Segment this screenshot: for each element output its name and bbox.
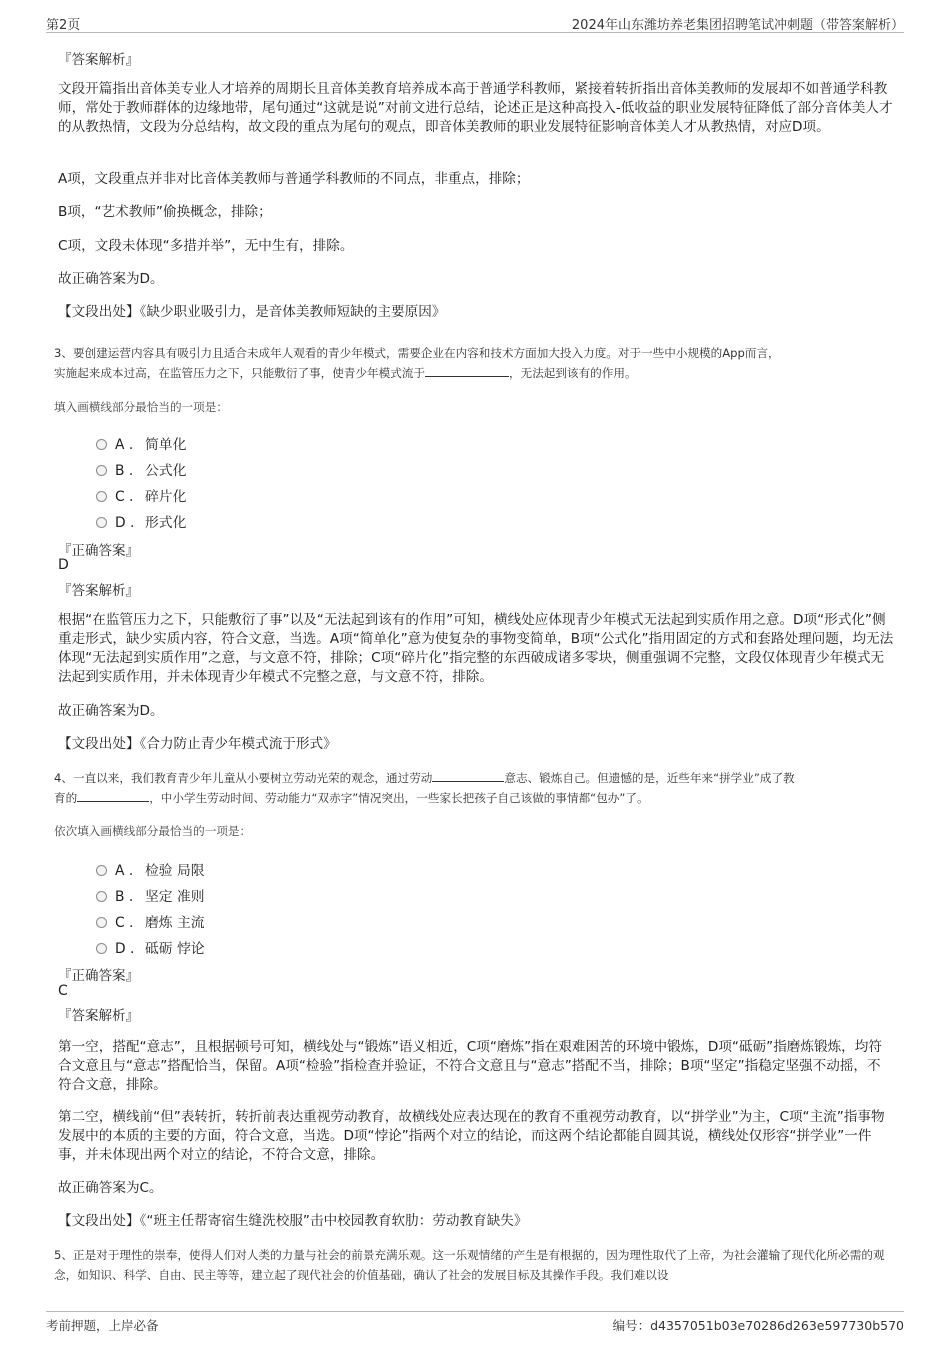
conclusion: 故正确答案为D。 [58, 703, 164, 719]
page-footer [46, 1311, 904, 1336]
document-id: 编号：d4357051b03e70286d263e597730b570 [612, 1318, 904, 1333]
correct-answer: D [58, 557, 69, 573]
analysis-line: C项，文段未体现“多措并举”，无中生有，排除。 [58, 238, 354, 254]
fill-blank [425, 364, 509, 377]
option-b[interactable]: B . 坚定 准则 [96, 885, 205, 905]
option-d[interactable]: D . 形式化 [96, 511, 186, 531]
conclusion: 故正确答案为D。 [58, 271, 164, 287]
question-3-text: 3、要创建运营内容具有吸引力且适合未成年人观看的青少年模式，需要企业在内容和技术方面加大投入力度。对于一些中小规模的App而言， 实施起来成本过高，在监管压力之下，只能敷衍了事，使青少年模式流于 ，无法起到该有的作用。 [54, 346, 780, 380]
analysis-line: A项，文段重点并非对比音体美教师与普通学科教师的不同点，非重点，排除； [58, 171, 530, 187]
answer-tag: 『正确答案』 [58, 968, 139, 984]
radio-button[interactable] [96, 865, 107, 876]
source-citation: 【文段出处】《“班主任帮寄宿生缝洗校服”击中校园教育软肋：劳动教育缺失》 [58, 1213, 528, 1229]
question-3-prompt: 填入画横线部分最恰当的一项是： [54, 400, 228, 414]
radio-button[interactable] [96, 917, 107, 928]
answer-tag: 『正确答案』 [58, 543, 139, 559]
option-c[interactable]: C . 磨炼 主流 [96, 911, 205, 931]
page-number: 第2页 [46, 18, 81, 33]
radio-button[interactable] [96, 943, 107, 954]
fill-blank [77, 789, 149, 802]
analysis-line: B项，“艺术教师”偷换概念，排除； [58, 204, 272, 220]
option-a[interactable]: A . 检验 局限 [96, 859, 205, 879]
fill-blank [432, 769, 504, 782]
option-b[interactable]: B . 公式化 [96, 459, 186, 479]
analysis-text: 第一空，搭配“意志”，且根据顿号可知，横线处与“锻炼”语义相近，C项“磨炼”指在艰难困苦的环境中锻炼，D项“砥砺”指磨炼锻炼，均符合文意且与“意志”搭配恰当，保留。A项“检验”指检查并验证，不符合文意且与“意志”搭配不当，排除；B项“坚定”指稳定坚强不动摇，不符合文意，排除。 [58, 1039, 882, 1093]
source-citation: 【文段出处】《缺少职业吸引力，是音体美教师短缺的主要原因》 [58, 304, 446, 320]
question-4-prompt: 依次填入画横线部分最恰当的一项是： [54, 824, 252, 838]
question-5-text: 5、正是对于理性的崇奉，使得人们对人类的力量与社会的前景充满乐观。这一乐观情绪的产生是有根据的，因为理性取代了上帝，为社会灌输了现代化所必需的观念，如知识、科学、自由、民主等等，建立起了现代社会的价值基础，确认了社会的发展目标及其操作手段。我们难以设 [54, 1248, 885, 1282]
radio-button[interactable] [96, 439, 107, 450]
radio-button[interactable] [96, 465, 107, 476]
analysis-tag: 『答案解析』 [58, 583, 139, 599]
document-title: 2024年山东潍坊养老集团招聘笔试冲刺题（带答案解析） [571, 18, 904, 33]
option-a[interactable]: A . 简单化 [96, 433, 186, 453]
radio-button[interactable] [96, 491, 107, 502]
analysis-tag: 『答案解析』 [58, 52, 139, 68]
source-citation: 【文段出处】《合力防止青少年模式流于形式》 [58, 736, 337, 752]
analysis-text: 根据“在监管压力之下，只能敷衍了事”以及“无法起到该有的作用”可知，横线处应体现青少年模式无法起到实质作用之意。D项“形式化”侧重走形式，缺少实质内容，符合文意，当选。A项“简单化”意为使复杂的事物变简单，B项“公式化”指用固定的方式和套路处理问题，均无法体现“无法起到实质作用”之意，与文意不符，排除；C项“碎片化”指完整的东西破成诸多零块，侧重强调不完整，文段仅体现青少年模式无法起到实质作用，并未体现青少年模式不完整之意，与文意不符，排除。 [58, 612, 894, 685]
analysis-tag: 『答案解析』 [58, 1008, 139, 1024]
correct-answer: C [58, 983, 68, 999]
analysis-text: 文段开篇指出音体美专业人才培养的周期长且音体美教育培养成本高于普通学科教师，紧接着转折指出音体美教师的发展却不如普通学科教师，常处于教师群体的边缘地带，尾句通过“这就是说”对前文进行总结，论述正是这种高投入-低收益的职业发展特征降低了部分音体美人才的从教热情，文段为分总结构，故文段的重点为尾句的观点，即音体美教师的职业发展特征影响音体美人才从教热情，对应D项。 [58, 81, 893, 135]
radio-button[interactable] [96, 517, 107, 528]
question-4-text: 4、一直以来，我们教育青少年儿童从小要树立劳动光荣的观念，通过劳动 意志、锻炼自己。但遗憾的是，近些年来“拼学业”成了教 育的 ，中小学生劳动时间、劳动能力“双赤字”情况突出，一些家长把孩子自己该做的事情都“包办”了。 [54, 771, 795, 805]
page-header [46, 10, 904, 33]
radio-button[interactable] [96, 891, 107, 902]
option-d[interactable]: D . 砥砺 悖论 [96, 937, 205, 957]
conclusion: 故正确答案为C。 [58, 1180, 163, 1196]
analysis-text: 第二空，横线前“但”表转折，转折前表达重视劳动教育，故横线处应表达现在的教育不重视劳动教育，以“拼学业”为主，C项“主流”指事物发展中的本质的主要的方面，符合文意，当选。D项“悖论”指两个对立的结论，而这两个结论都能自圆其说，横线处仅形容“拼学业”一件事，并未体现出两个对立的结论，不符合文意，排除。 [58, 1109, 885, 1163]
option-c[interactable]: C . 碎片化 [96, 485, 186, 505]
footer-slogan: 考前押题，上岸必备 [46, 1318, 159, 1333]
